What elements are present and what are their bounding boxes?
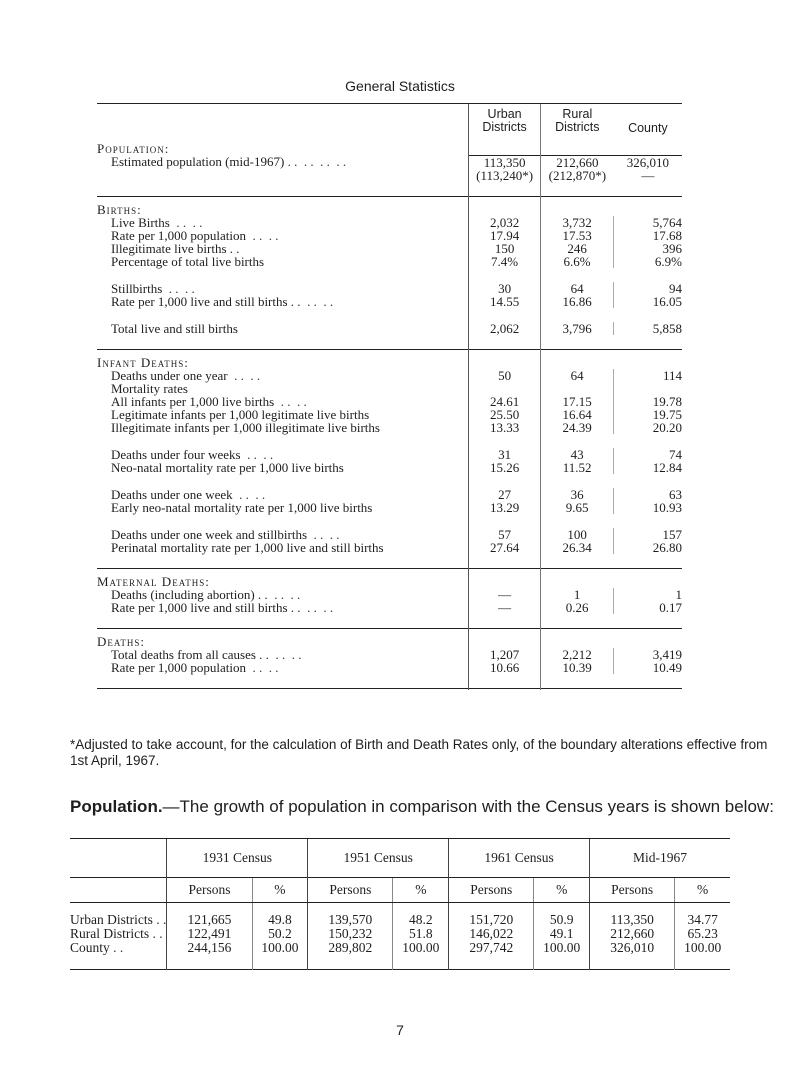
county-value: 74 <box>669 446 682 462</box>
rural-value: 212,660 <box>556 154 599 170</box>
county-value: 157 <box>662 526 682 542</box>
percent-value: 49.8 <box>268 912 292 927</box>
table-row: Urban Districts . . 121,665 49.8 139,570 48.2 151,720 50.9 113,350 34.77 <box>70 903 730 928</box>
row-label: Illegitimate live births . . <box>111 240 240 256</box>
rural-value: 64 <box>570 367 584 383</box>
footnote: *Adjusted to take account, for the calculation of Birth and Death Rates only, of the boundary alterations effective from 1st April, 1967. <box>70 737 768 768</box>
row-label: Estimated population (mid-1967) <box>111 154 285 169</box>
row-label: Neo-natal mortality rate per 1,000 live births <box>111 459 344 475</box>
deaths-heading: Deaths: <box>97 633 146 649</box>
urban-value: 31 <box>498 446 512 462</box>
percent-value: 100.00 <box>684 940 722 955</box>
row-label: Total live and still births <box>111 320 238 336</box>
percent-header: % <box>274 882 286 897</box>
persons-header: Persons <box>470 882 513 897</box>
persons-value: 122,491 <box>187 926 232 941</box>
maternal-deaths-section <box>97 588 682 629</box>
census-comparison-table <box>70 838 730 971</box>
census-header: 1931 Census <box>202 850 272 865</box>
row-label: Stillbirths <box>111 280 163 296</box>
county-value: 12.84 <box>652 459 682 475</box>
rural-value: 3,732 <box>562 214 592 230</box>
row-label: Perinatal mortality rate per 1,000 live and still births <box>111 539 384 555</box>
rural-districts-header: Rural Districts <box>555 107 600 134</box>
rural-value: 100 <box>567 526 587 542</box>
table-row: All infants per 1,000 live births . . . . 24.61 17.15 19.78 <box>111 393 682 409</box>
infant-deaths-heading: Infant Deaths: <box>97 354 189 370</box>
county-value: 114 <box>662 367 682 383</box>
row-label: Rate per 1,000 live and still births . . <box>111 599 301 615</box>
table-row <box>97 461 682 474</box>
rural-value: 1 <box>573 586 581 602</box>
census-header: 1951 Census <box>343 850 413 865</box>
table-row: Total deaths from all causes . . . . . . 1,207 2,212 3,419 <box>111 646 682 662</box>
persons-value: 113,350 <box>610 912 654 927</box>
percent-value: 65.23 <box>687 926 718 941</box>
rural-adjusted-value: (212,870*) <box>548 167 607 183</box>
percent-value: 100.00 <box>261 940 299 955</box>
row-label: Illegitimate infants per 1,000 illegitimate live births <box>111 419 380 435</box>
county-value: 396 <box>662 240 682 256</box>
persons-value: 150,232 <box>328 926 373 941</box>
rural-value: 6.6% <box>563 253 591 269</box>
urban-value: 27 <box>498 486 512 502</box>
county-value: 0.17 <box>659 599 682 615</box>
rural-value: 2,212 <box>562 646 592 662</box>
urban-value: 10.66 <box>489 659 520 675</box>
persons-value: 289,802 <box>328 940 373 955</box>
table-row: Rate per 1,000 live and still births . . . . . . 14.55 16.86 16.05 <box>111 293 682 309</box>
percent-value: 48.2 <box>409 912 433 927</box>
general-statistics-table <box>97 103 682 690</box>
persons-header: Persons <box>329 882 372 897</box>
row-label: Rate per 1,000 population <box>111 227 247 243</box>
urban-value: 30 <box>498 280 512 296</box>
population-heading-bold: Population. <box>70 797 163 816</box>
row-label: Deaths under four weeks <box>111 446 241 462</box>
row-label: Deaths under one year <box>111 367 228 383</box>
table-row <box>97 501 682 514</box>
table-row: Deaths (including abortion) . . . . . . — 1 1 <box>111 586 682 602</box>
rural-value: 36 <box>570 486 584 502</box>
persons-value: 212,660 <box>610 926 655 941</box>
urban-value: 2,062 <box>489 320 520 336</box>
population-growth-heading <box>70 797 790 817</box>
table-row <box>97 421 682 434</box>
table-row <box>97 322 682 335</box>
rural-value: 0.26 <box>565 599 589 615</box>
table-row: Rural Districts . . 122,491 50.2 150,232 51.8 146,022 49.1 212,660 65.23 <box>70 927 730 941</box>
county-value: 19.78 <box>652 393 682 409</box>
county-value: 10.49 <box>652 659 682 675</box>
row-label: Mortality rates <box>111 380 188 396</box>
persons-value: 151,720 <box>469 912 514 927</box>
county-value: 20.20 <box>652 419 682 435</box>
population-heading: Population: <box>97 141 170 156</box>
urban-value: 15.26 <box>489 459 520 475</box>
estimated-population-row: Estimated population (mid-1967) . . . . . . . . 113,350 (113,240*) 212,660 (212,870*) 326,010 — <box>97 155 682 182</box>
rural-value: 11.52 <box>562 459 592 475</box>
urban-value: 14.55 <box>489 293 520 309</box>
percent-value: 100.00 <box>402 940 440 955</box>
urban-value: 7.4% <box>491 253 519 269</box>
row-label: Urban Districts <box>70 912 153 927</box>
table-row: Rate per 1,000 population . . . . 10.66 10.39 10.49 <box>111 659 682 675</box>
rural-value: 246 <box>567 240 587 256</box>
urban-districts-header: Urban Districts <box>482 107 527 134</box>
population-heading-text: —The growth of population in comparison with the Census years is shown below: <box>162 797 774 816</box>
urban-value: 50 <box>498 367 512 383</box>
percent-value: 100.00 <box>543 940 581 955</box>
persons-value: 121,665 <box>187 912 232 927</box>
county-value: 63 <box>669 486 682 502</box>
urban-value: — <box>498 599 512 615</box>
county-value: 6.9% <box>654 253 682 269</box>
table-row: County . . 244,156 100.00 289,802 100.00 297,742 100.00 326,010 100.00 <box>70 941 730 970</box>
urban-value: 150 <box>494 240 515 256</box>
rural-value: 17.15 <box>562 393 592 409</box>
table-row: Rate per 1,000 population . . . . 17.94 17.53 17.68 <box>111 227 682 243</box>
county-value: 26.80 <box>652 539 682 555</box>
row-label: Percentage of total live births <box>111 253 265 269</box>
table-row: Stillbirths . . . . 30 64 94 <box>111 280 682 296</box>
county-adjusted-value: — <box>641 167 655 183</box>
county-value: 10.93 <box>652 499 682 515</box>
urban-value: 1,207 <box>489 646 520 662</box>
page-title: General Statistics <box>345 78 455 94</box>
row-label: Rate per 1,000 population <box>111 659 247 675</box>
row-label: Rate per 1,000 live and still births . . <box>111 293 301 309</box>
county-value: 5,764 <box>652 214 682 230</box>
urban-value: 113,350 <box>483 154 526 170</box>
urban-value: 27.64 <box>489 539 520 555</box>
county-value: 94 <box>669 280 682 296</box>
births-section <box>97 216 682 350</box>
table-row: Rate per 1,000 live and still births . . . . . . — 0.26 0.17 <box>111 599 682 615</box>
row-label: All infants per 1,000 live births <box>111 393 275 409</box>
row-label: Live Births <box>111 214 170 230</box>
county-value: 19.75 <box>652 406 682 422</box>
urban-adjusted-value: (113,240*) <box>476 167 534 183</box>
county-value: 16.05 <box>652 293 682 309</box>
row-label: Deaths under one week <box>111 486 233 502</box>
percent-value: 50.9 <box>549 912 574 927</box>
percent-header: % <box>415 882 427 897</box>
urban-value: 13.33 <box>489 419 520 435</box>
county-value: 326,010 <box>626 154 669 170</box>
rural-value: 16.86 <box>562 293 592 309</box>
row-label: Deaths (including abortion) . . <box>111 586 268 602</box>
census-header: Mid-1967 <box>633 850 688 865</box>
rural-value: 3,796 <box>562 320 592 336</box>
county-value: 1 <box>675 586 682 602</box>
persons-value: 297,742 <box>469 940 514 955</box>
county-value: 3,419 <box>652 646 682 662</box>
county-value: 17.68 <box>652 227 682 243</box>
percent-header: % <box>556 882 568 897</box>
census-header: 1961 Census <box>484 850 554 865</box>
urban-value: — <box>498 586 512 602</box>
table-row: Deaths under one week and stillbirths . . . . 57 100 157 <box>111 526 682 542</box>
table-row: Live Births . . . . 2,032 3,732 5,764 <box>111 214 682 230</box>
table-row: Deaths under one week . . . . 27 36 63 <box>111 486 682 502</box>
table-row <box>97 255 682 268</box>
urban-value: 25.50 <box>489 406 520 422</box>
urban-value: 13.29 <box>489 499 520 515</box>
percent-value: 49.1 <box>549 926 574 941</box>
persons-value: 244,156 <box>187 940 232 955</box>
table-row <box>97 541 682 554</box>
rural-value: 10.39 <box>562 659 592 675</box>
births-heading: Births: <box>97 201 142 217</box>
rural-value: 9.65 <box>565 499 589 515</box>
table-row: Deaths under four weeks . . . . 31 43 74 <box>111 446 682 462</box>
rural-value: 16.64 <box>562 406 592 422</box>
rural-value: 17.53 <box>562 227 592 243</box>
rural-value: 24.39 <box>562 419 592 435</box>
persons-header: Persons <box>611 882 654 897</box>
deaths-section <box>97 648 682 689</box>
rural-value: 26.34 <box>562 539 592 555</box>
infant-deaths-section <box>97 369 682 569</box>
row-label: Rural Districts <box>70 926 150 941</box>
rural-value: 43 <box>570 446 584 462</box>
county-value: 5,858 <box>652 320 682 336</box>
persons-header: Persons <box>188 882 231 897</box>
table-row: Deaths under one year . . . . 50 64 114 <box>111 367 682 383</box>
persons-value: 326,010 <box>610 940 655 955</box>
row-label: Legitimate infants per 1,000 legitimate live births <box>111 406 370 422</box>
percent-value: 51.8 <box>409 926 433 941</box>
urban-value: 24.61 <box>489 393 520 409</box>
percent-value: 50.2 <box>268 926 292 941</box>
persons-value: 139,570 <box>328 912 373 927</box>
row-label: County <box>70 940 110 955</box>
urban-value: 57 <box>498 526 512 542</box>
persons-value: 146,022 <box>469 926 514 941</box>
maternal-deaths-heading: Maternal Deaths: <box>97 573 210 589</box>
row-label: Total deaths from all causes . . <box>111 646 269 662</box>
urban-value: 2,032 <box>489 214 520 230</box>
percent-header: % <box>697 882 709 897</box>
row-label: Deaths under one week and stillbirths <box>111 526 308 542</box>
county-header: County <box>628 121 668 135</box>
percent-value: 34.77 <box>687 912 718 927</box>
page-number: 7 <box>396 1022 404 1038</box>
rural-value: 64 <box>570 280 584 296</box>
urban-value: 17.94 <box>489 227 520 243</box>
row-label: Early neo-natal mortality rate per 1,000 live births <box>111 499 373 515</box>
